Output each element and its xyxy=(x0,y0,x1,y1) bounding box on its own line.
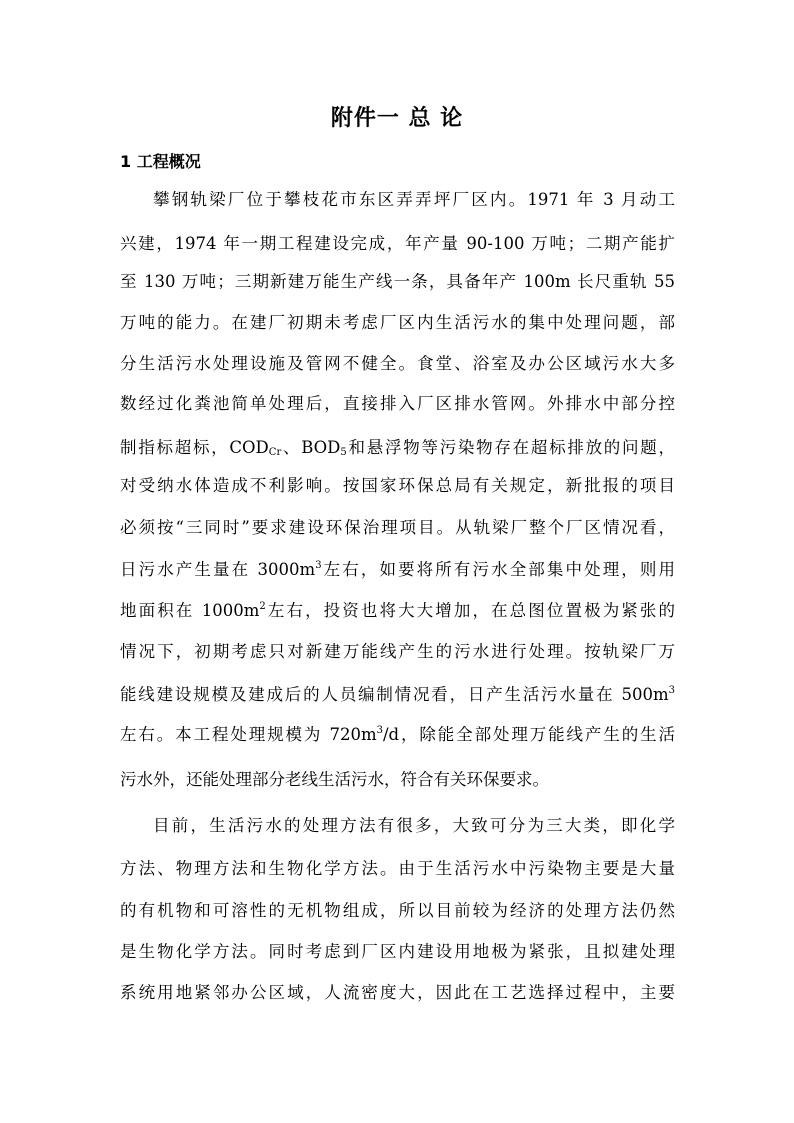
text-line: 至 130 万吨；三期新建万能生产线一条，具备年产 100m 长尺重轨 55 xyxy=(120,272,675,291)
page-title: 附件一 总 论 xyxy=(330,106,464,131)
text-line: 的有机物和可溶性的无机物组成，所以目前较为经济的处理方法仍然 xyxy=(120,901,675,920)
text-fragment: 左右，如要将所有污水全部集中处理，则用 xyxy=(321,560,676,579)
text-line: 对受纳水体造成不利影响。按国家环保总局有关规定，新批报的项目 xyxy=(120,476,675,495)
text-fragment: 左右，投资也将大大增加，在总图位置极为紧张的 xyxy=(265,601,675,620)
text-line: 必须按“三同时”要求建设环保治理项目。从轨梁厂整个厂区情况看， xyxy=(120,518,675,537)
superscript-text: 3 xyxy=(376,725,383,736)
text-line: 万吨的能力。在建厂初期未考虑厂区内生活污水的集中处理问题，部 xyxy=(120,313,675,332)
text-line: 方法、物理方法和生物化学方法。由于生活污水中污染物主要是大量 xyxy=(120,859,675,878)
text-fragment: 和悬浮物等污染物存在超标排放的问题， xyxy=(346,438,676,457)
text-line: 是生物化学方法。同时考虑到厂区内建设用地极为紧张，且拟建处理 xyxy=(120,942,675,961)
text-line: 数经过化粪池简单处理后，直接排入厂区排水管网。外排水中部分控 xyxy=(120,394,675,413)
text-line: 目前，生活污水的处理方法有很多，大致可分为三大类，即化学 xyxy=(153,816,675,835)
superscript-text: 3 xyxy=(315,560,322,571)
text-line: 系统用地紧邻办公区域，人流密度大，因此在工艺选择过程中，主要 xyxy=(120,983,675,1002)
superscript-text: 3 xyxy=(668,685,675,696)
text-fragment: 左右。本工程处理规模为 720m xyxy=(120,725,377,744)
text-fragment: 地面积在 1000m xyxy=(120,601,260,620)
text-line xyxy=(120,680,675,710)
text-line: 污水外，还能处理部分老线生活污水，符合有关环保要求。 xyxy=(120,770,549,789)
text-line xyxy=(120,720,675,750)
text-line xyxy=(120,433,675,463)
text-line: 情况下，初期考虑只对新建万能线产生的污水进行处理。按轨梁厂万 xyxy=(120,642,675,661)
text-line xyxy=(120,596,675,626)
text-fragment: 日污水产生量在 3000m xyxy=(120,560,316,579)
text-fragment: 能线建设规模及建成后的人员编制情况看，日产生活污水量在 500m xyxy=(120,685,669,704)
subscript-text: 5 xyxy=(340,447,347,458)
text-fragment: 、BOD xyxy=(281,438,341,457)
section-heading: 1 工程概况 xyxy=(120,152,201,171)
text-line: 兴建，1974 年一期工程建设完成，年产量 90-100 万吨；二期产能扩 xyxy=(120,234,675,253)
text-line xyxy=(120,555,675,585)
text-fragment: 制指标超标，COD xyxy=(120,438,269,457)
text-line: 攀钢轨梁厂位于攀枝花市东区弄弄坪厂区内。1971 年 3 月动工 xyxy=(153,190,675,209)
text-fragment: /d，除能全部处理万能线产生的生活 xyxy=(382,725,675,744)
text-line: 分生活污水处理设施及管网不健全。食堂、浴室及办公区域污水大多 xyxy=(120,354,675,373)
superscript-text: 2 xyxy=(259,601,266,612)
subscript-text: Cr xyxy=(268,447,282,458)
